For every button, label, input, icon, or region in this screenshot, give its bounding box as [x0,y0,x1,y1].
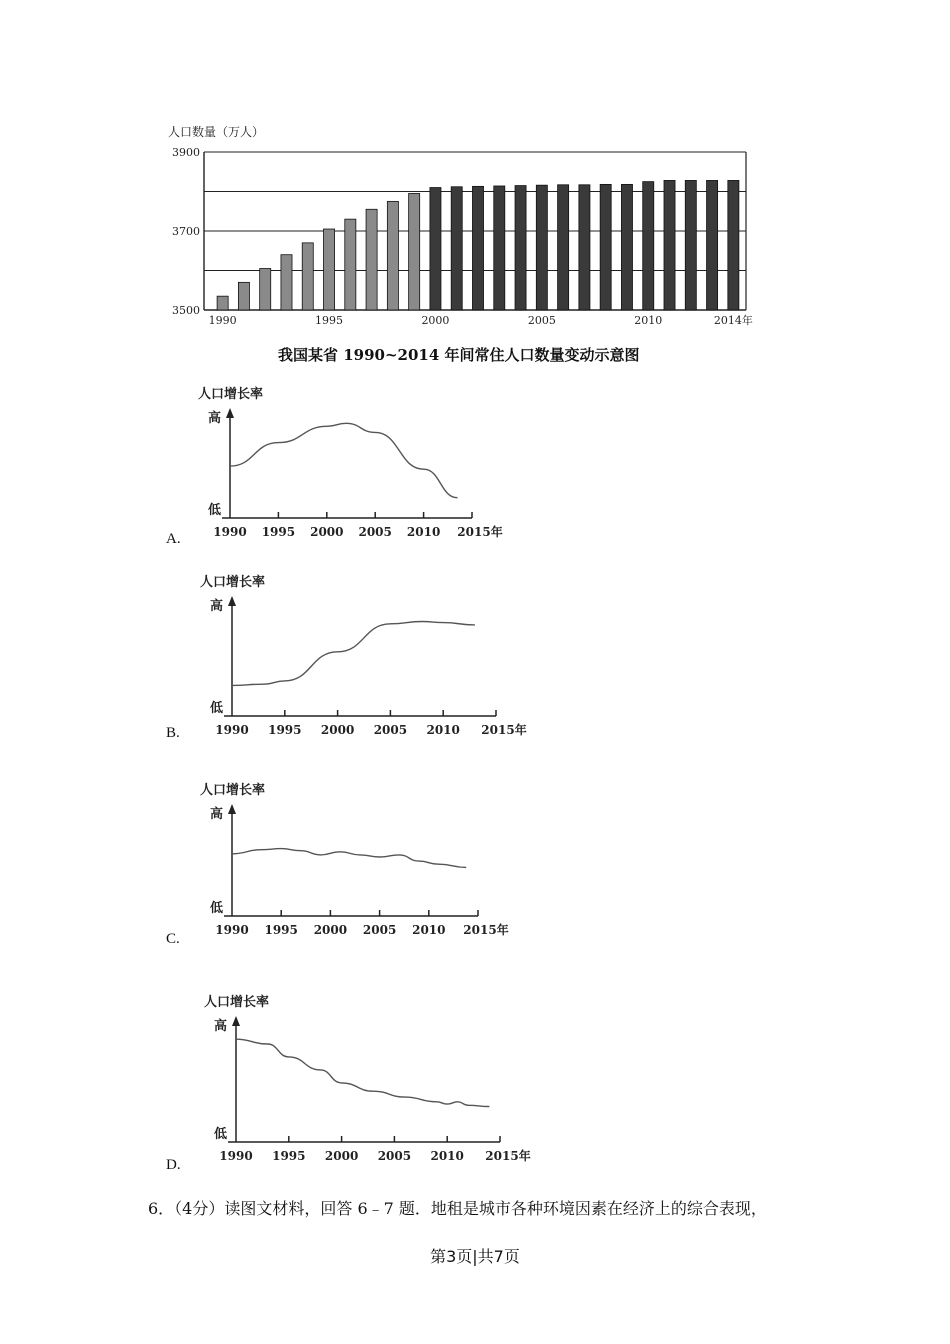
option-xtick-label: 2005 [358,525,392,539]
bar-2014 [728,180,739,310]
option-y-axis-arrow [228,804,236,814]
option-ylabel: 人口增长率 [200,575,266,590]
option-xtick-label: 1990 [215,923,249,937]
option-xtick-label: 1990 [213,525,247,539]
option-xtick-label: 2005 [373,723,408,737]
option-xtick-label: 1995 [264,923,298,937]
bar-1992 [260,269,271,310]
bar-2009 [621,184,632,310]
bar-2002 [472,186,483,310]
option-growth-curve [236,1039,489,1106]
option-high-label: 高 [210,599,224,614]
option-xtick-label: 2010 [412,923,446,937]
option-c-chart [190,772,520,952]
option-ylabel: 人口增长率 [200,783,266,798]
option-xtick-label: 2015年 [485,1149,531,1163]
option-low-label: 低 [210,701,224,716]
option-xtick-label: 2010 [430,1149,464,1163]
option-xtick-label: 2015年 [463,923,509,937]
option-low-label: 低 [214,1127,228,1142]
option-low-label: 低 [208,503,222,518]
option-xtick-label: 1995 [272,1149,306,1163]
bar-chart-xtick-label: 2005 [527,314,556,327]
bar-chart-ytick-label: 3700 [172,225,200,238]
bar-chart-title: 我国某省 1990~2014 年间常住人口数量变动示意图 [278,346,640,364]
option-xtick-label: 2000 [320,723,355,737]
bar-chart-ytick-label: 3900 [172,146,200,159]
option-xtick-label: 1995 [268,723,302,737]
bar-2004 [515,186,526,310]
option-xtick-label: 2015年 [457,525,503,539]
option-y-axis-arrow [232,1016,240,1026]
bar-chart-ylabel: 人口数量（万人） [168,125,265,139]
option-xtick-label: 2010 [406,525,441,539]
bar-1999 [409,193,420,310]
option-b-label[interactable]: B. [166,725,180,741]
bar-chart-xtick-label: 2010 [634,314,663,327]
bar-2003 [494,186,505,310]
bar-chart-xtick-label: 2014年 [713,314,753,327]
option-xtick-label: 1990 [219,1149,253,1163]
option-d-label[interactable]: D. [166,1157,181,1173]
option-b-chart [190,564,540,744]
option-xtick-label: 2000 [310,525,344,539]
bar-2007 [579,185,590,310]
option-xtick-label: 2010 [426,723,460,737]
option-growth-curve [232,622,475,686]
option-xtick-label: 2005 [362,923,397,937]
question-6-text: 6．（4分）读图文材料，回答 6﹣7 题．地租是城市各种环境因素在经济上的综合表现， [148,1199,767,1218]
bar-2006 [558,185,569,310]
population-bar-chart [160,120,770,370]
bar-chart-xtick-label: 1995 [315,314,344,327]
option-c-label[interactable]: C. [166,931,180,947]
option-xtick-label: 2015年 [481,723,527,737]
option-y-axis-arrow [228,596,236,606]
option-high-label: 高 [210,807,224,822]
bar-1990 [217,296,228,310]
option-xtick-label: 1995 [261,525,296,539]
bar-2013 [707,180,718,310]
option-a-chart [190,376,520,546]
bar-1994 [302,243,313,310]
bar-1991 [238,282,249,310]
bar-chart-ytick-label: 3500 [172,304,200,317]
bar-2011 [664,180,675,310]
option-high-label: 高 [208,411,222,426]
bar-2010 [643,182,654,310]
bar-2012 [685,180,696,310]
option-low-label: 低 [210,901,224,916]
bar-1996 [345,219,356,310]
page-footer: 第3页|共7页 [430,1247,520,1266]
option-xtick-label: 1990 [215,723,249,737]
bar-2005 [536,185,547,310]
bar-2000 [430,188,441,310]
option-ylabel: 人口增长率 [198,387,264,402]
bar-1995 [324,229,335,310]
bar-2008 [600,184,611,310]
option-xtick-label: 2000 [324,1149,359,1163]
bar-chart-xtick-label: 1990 [208,314,237,327]
bar-2001 [451,187,462,310]
bar-1998 [387,201,398,310]
bar-chart-xtick-label: 2000 [421,314,450,327]
option-high-label: 高 [214,1019,228,1034]
option-y-axis-arrow [226,408,234,418]
option-growth-curve [232,849,466,868]
option-a-label[interactable]: A. [166,531,181,547]
option-d-chart [190,984,540,1174]
option-ylabel: 人口增长率 [204,995,270,1010]
option-xtick-label: 2000 [313,923,348,937]
bar-1997 [366,209,377,310]
bar-1993 [281,255,292,310]
option-growth-curve [230,423,458,497]
option-xtick-label: 2005 [377,1149,412,1163]
